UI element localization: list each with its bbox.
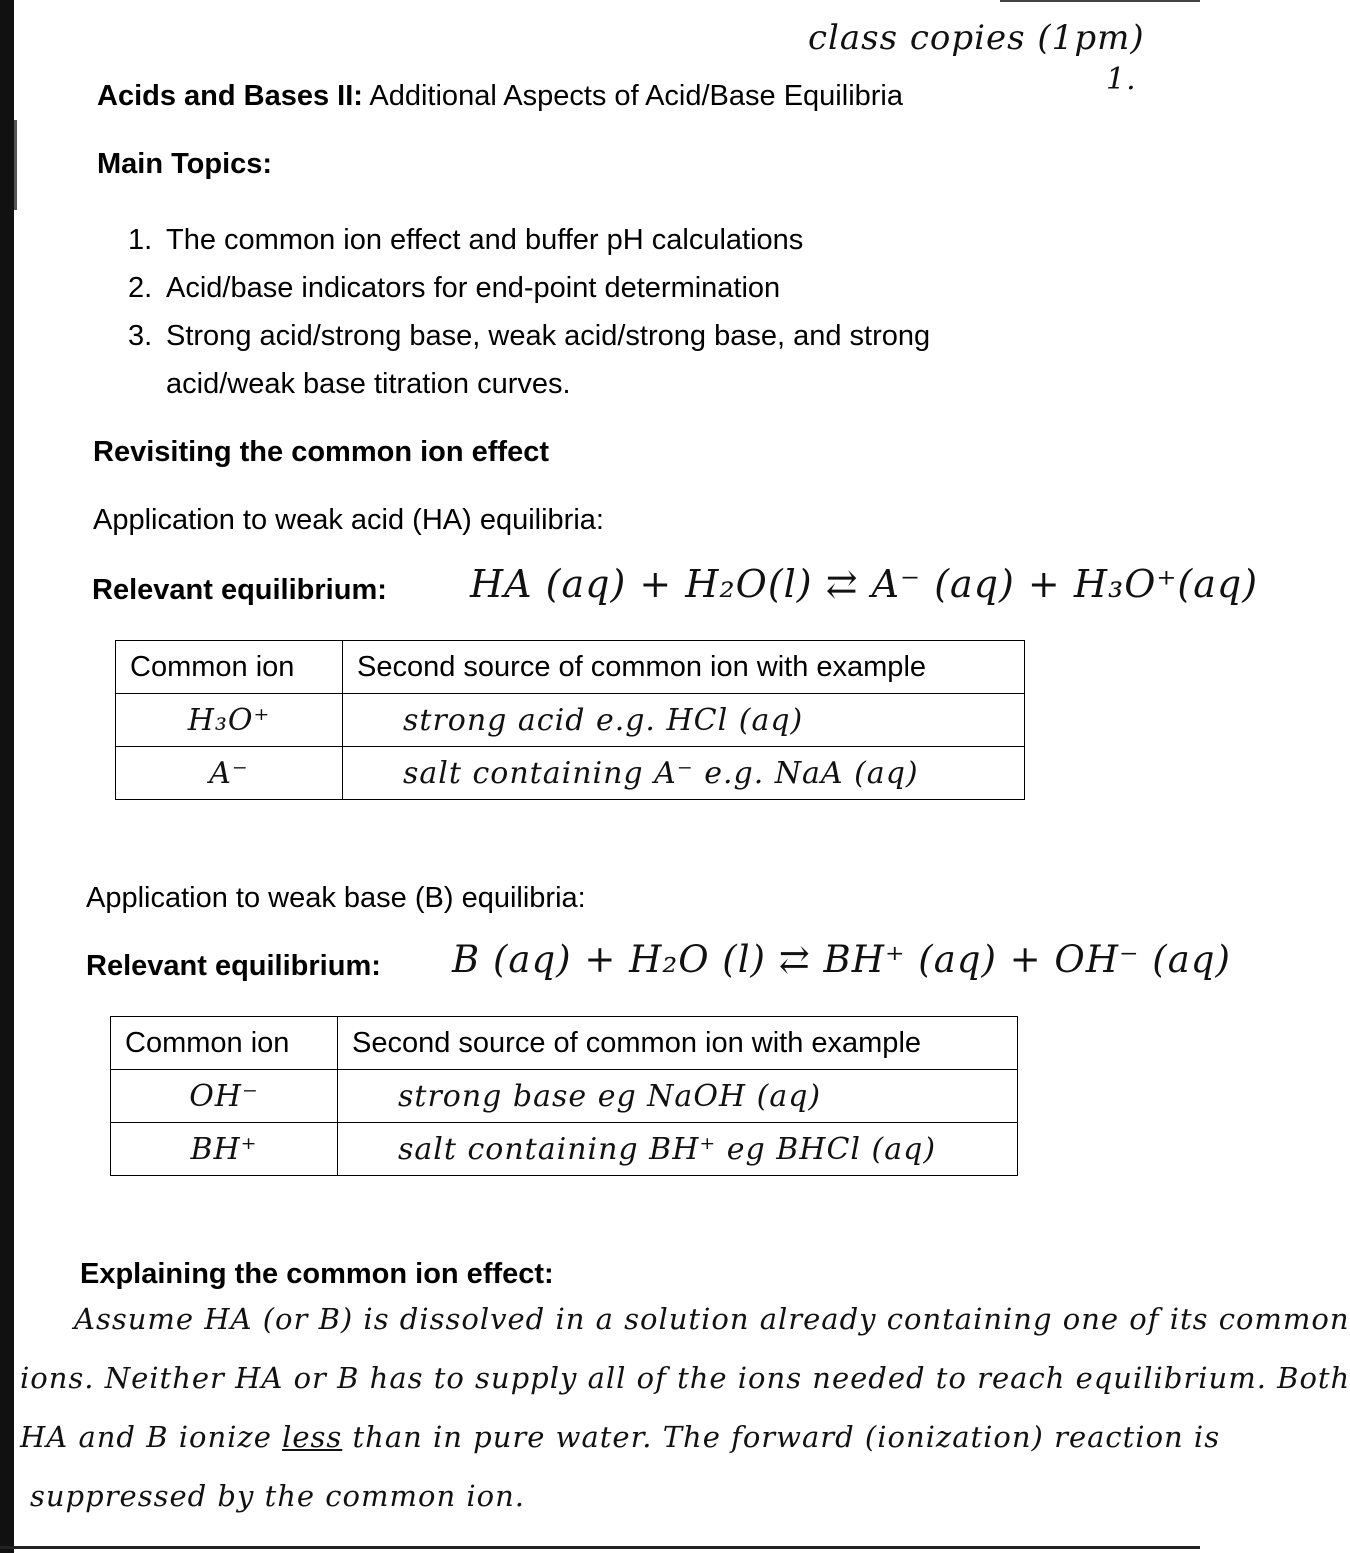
topic-item [128, 216, 1048, 264]
weak-base-table [110, 1016, 1018, 1176]
table-cell-source [343, 747, 1025, 800]
explanation-line: suppressed by the common ion. [30, 1479, 525, 1513]
explanation-emphasis: less [282, 1420, 343, 1454]
explanation-paragraph [20, 1290, 1350, 1526]
explanation-text: HA and B ionize [20, 1420, 283, 1454]
title-rest: Additional Aspects of Acid/Base Equilibria [362, 80, 903, 112]
page-number: 1. [1106, 62, 1137, 97]
topic-number: 2. [128, 272, 153, 304]
explanation-text: than in pure water. The forward (ionization) reaction is [342, 1420, 1221, 1454]
table-cell-source [338, 1070, 1018, 1123]
page-title [97, 80, 903, 113]
weak-acid-heading: Application to weak acid (HA) equilibria: [93, 504, 604, 536]
ion-value: H₃O⁺ [187, 702, 271, 738]
weak-acid-table [115, 640, 1025, 800]
explanation-line: Assume HA (or B) is dissolved in a solution already containing one of its common [74, 1302, 1350, 1336]
topic-item [128, 264, 1048, 312]
weak-base-relevant-label: Relevant equilibrium: [86, 950, 381, 982]
source-value: salt containing BH⁺ eg BHCl (aq) [398, 1131, 937, 1167]
topic-text: Acid/base indicators for end-point determination [166, 272, 781, 304]
explanation-line [20, 1408, 1221, 1467]
table-cell-ion [116, 747, 343, 800]
ion-value: A⁻ [209, 755, 249, 791]
main-topics-heading: Main Topics: [97, 148, 273, 180]
table-header-row [111, 1017, 1018, 1070]
weak-acid-relevant-label: Relevant equilibrium: [92, 574, 387, 606]
table-cell-ion [111, 1123, 338, 1176]
table-row [116, 747, 1025, 800]
table-cell-source [343, 694, 1025, 747]
explaining-heading: Explaining the common ion effect: [80, 1258, 554, 1290]
explanation-line: ions. Neither HA or B has to supply all of the ions needed to reach equilibrium. Both [20, 1361, 1350, 1395]
table-header-common-ion: Common ion [116, 641, 343, 694]
topic-item [128, 312, 1048, 408]
topic-number: 3. [128, 320, 153, 352]
table-cell-ion [116, 694, 343, 747]
table-header-second-source: Second source of common ion with example [338, 1017, 1018, 1070]
topic-number: 1. [128, 224, 153, 256]
scan-edge-mark [14, 120, 17, 210]
table-header-row [116, 641, 1025, 694]
scan-edge-top [1000, 0, 1200, 2]
source-value: salt containing A⁻ e.g. NaA (aq) [403, 755, 919, 791]
topics-list [128, 216, 1048, 408]
scan-edge-bottom [0, 1546, 1200, 1549]
table-cell-ion [111, 1070, 338, 1123]
table-cell-source [338, 1123, 1018, 1176]
table-header-second-source: Second source of common ion with example [343, 641, 1025, 694]
table-row [111, 1123, 1018, 1176]
header-note: class copies (1pm) [808, 18, 1145, 58]
table-row [116, 694, 1025, 747]
weak-acid-equation: HA (aq) + H₂O(l) ⇄ A⁻ (aq) + H₃O⁺(aq) [470, 562, 1259, 606]
source-value: strong base eg NaOH (aq) [398, 1078, 822, 1114]
table-header-common-ion: Common ion [111, 1017, 338, 1070]
weak-base-heading: Application to weak base (B) equilibria: [86, 882, 586, 914]
source-value: strong acid e.g. HCl (aq) [403, 702, 804, 738]
table-row [111, 1070, 1018, 1123]
topic-text: The common ion effect and buffer pH calculations [166, 224, 804, 256]
ion-value: OH⁻ [189, 1078, 259, 1114]
ion-value: BH⁺ [190, 1131, 258, 1167]
topic-text: Strong acid/strong base, weak acid/strong base, and strong acid/weak base titration curves. [166, 320, 931, 400]
title-bold: Acids and Bases II: [97, 80, 363, 112]
scan-edge-left [0, 0, 14, 1553]
weak-base-equation: B (aq) + H₂O (l) ⇄ BH⁺ (aq) + OH⁻ (aq) [452, 938, 1231, 981]
section-heading: Revisiting the common ion effect [93, 436, 549, 468]
